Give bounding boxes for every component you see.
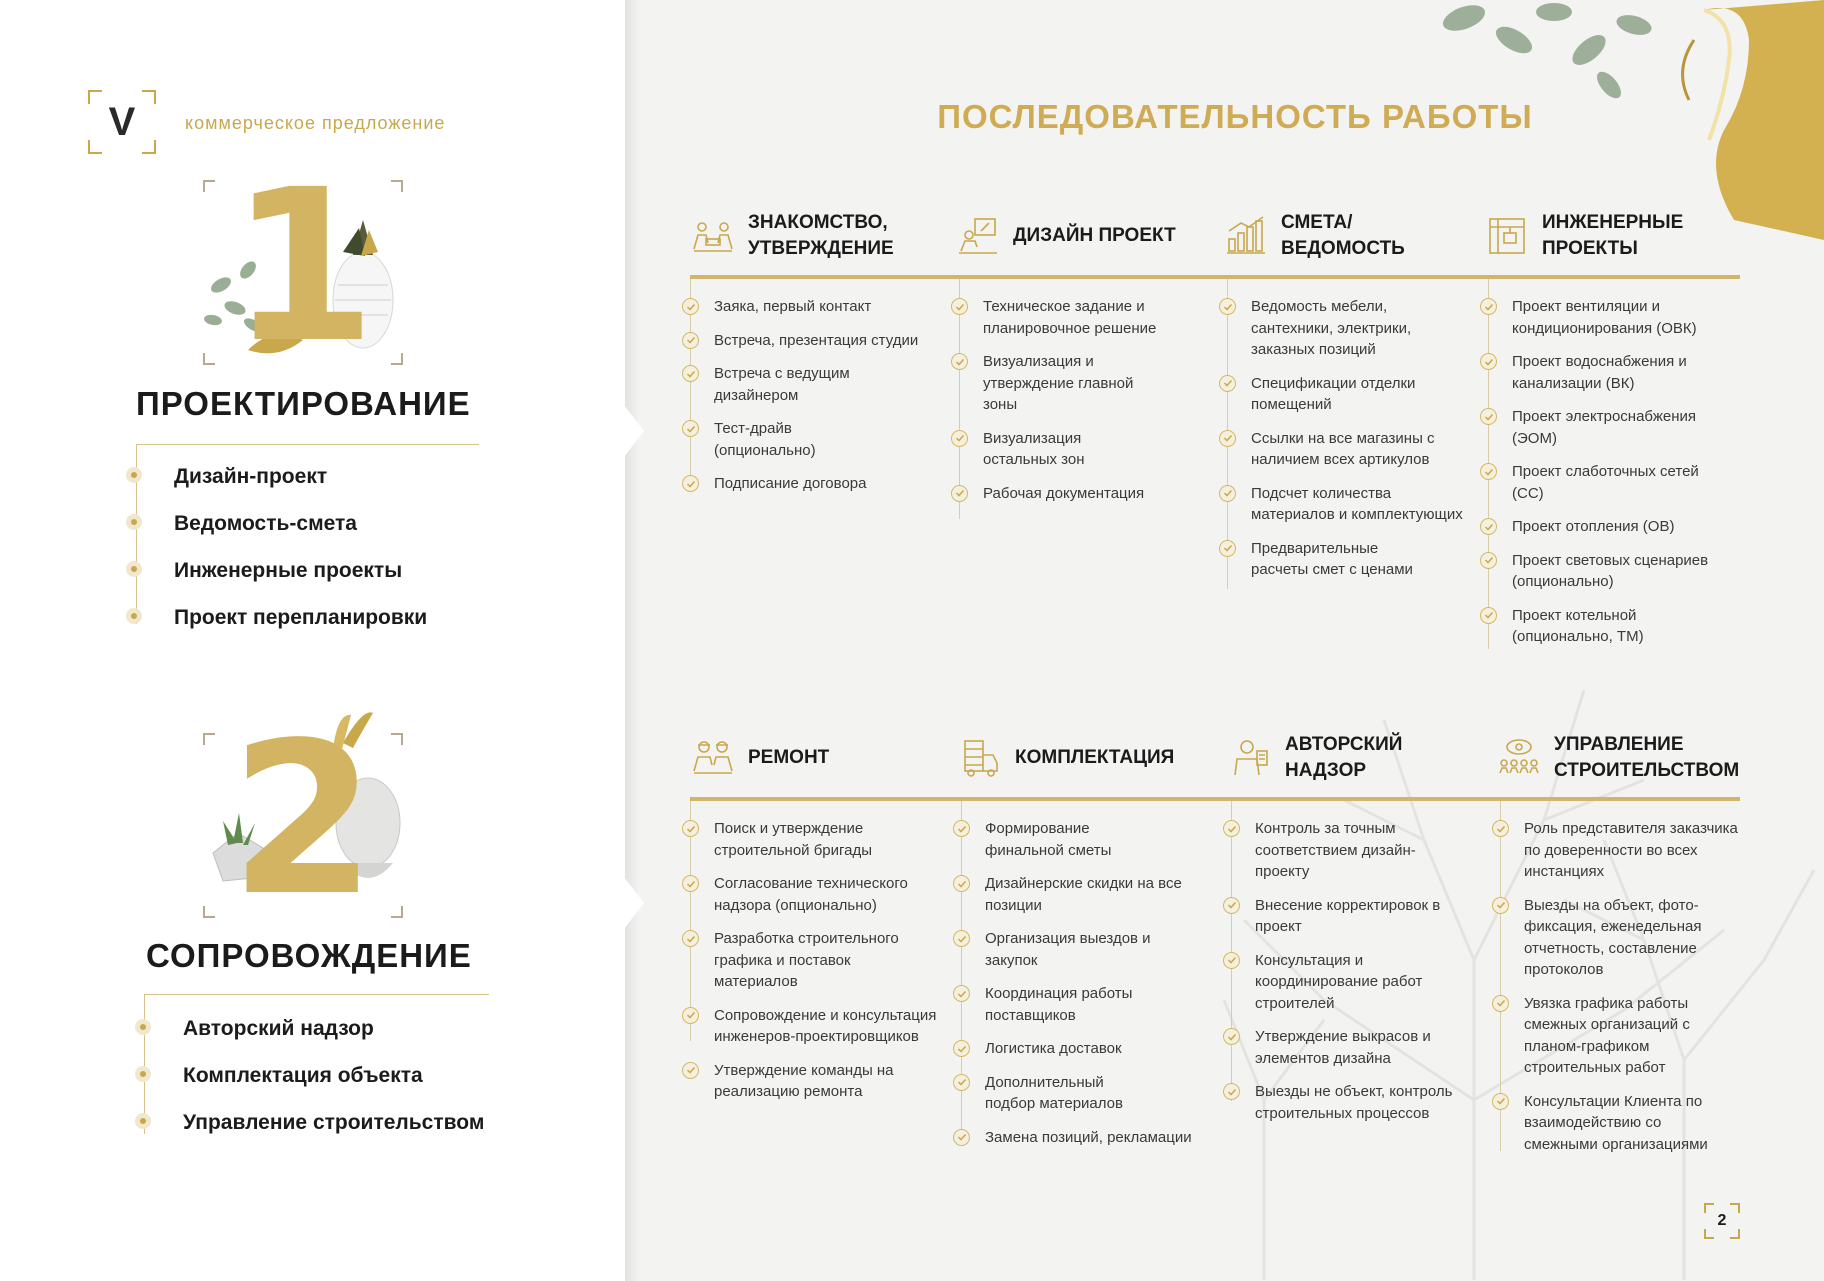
column-title: КОМПЛЕКТАЦИЯ (1015, 747, 1175, 768)
list-item: Проект световых сценариев (опционально) (1480, 550, 1740, 593)
bullet-icon (126, 608, 142, 624)
panel-notch (624, 405, 644, 457)
column-items (682, 818, 944, 1115)
column-header (1484, 206, 1692, 266)
list-item: Техническое задание и планировочное решение (951, 296, 1191, 339)
column-items (1219, 296, 1489, 593)
list-item: Заяка, первый контакт (682, 296, 944, 318)
section-number-2 (203, 697, 403, 942)
bullet-icon (135, 1066, 151, 1082)
page-title: ПОСЛЕДОВАТЕЛЬНОСТЬ РАБОТЫ (937, 98, 1533, 135)
column-items (1223, 818, 1493, 1136)
check-icon (953, 875, 970, 892)
list-item: Встреча с ведущим дизайнером (682, 363, 944, 406)
list-item: Ведомость-смета (132, 500, 427, 547)
list-item: Консультации Клиента по взаимодействию со смежными организациями (1492, 1091, 1742, 1156)
bullet-icon (126, 514, 142, 530)
list-item: Дизайнерские скидки на все позиции (953, 873, 1215, 916)
column-items (1492, 818, 1742, 1167)
design-icon (955, 213, 1001, 259)
section-digit: 2 (229, 697, 377, 942)
list-item: Организация выездов и закупок (953, 928, 1215, 971)
check-icon (682, 875, 699, 892)
list-item: Разработка строительного графика и поставок материалов (682, 928, 944, 993)
check-icon (1219, 485, 1236, 502)
check-icon (1480, 463, 1497, 480)
row-divider (690, 275, 1740, 279)
list-item: Авторский надзор (141, 1005, 484, 1052)
check-icon (951, 430, 968, 447)
estimate-chart-icon (1223, 213, 1269, 259)
bullet-icon (135, 1019, 151, 1035)
check-icon (1480, 408, 1497, 425)
check-icon (953, 985, 970, 1002)
check-icon (1492, 995, 1509, 1012)
left-panel (0, 0, 625, 1281)
process-row-design (690, 196, 1740, 666)
column-title: АВТОРСКИЙ НАДЗОР (1285, 734, 1403, 781)
check-icon (1223, 1083, 1240, 1100)
list-item: Проект отопления (ОВ) (1480, 516, 1740, 538)
check-icon (1223, 897, 1240, 914)
management-icon (1496, 735, 1542, 781)
list-item: Дизайн-проект (132, 453, 427, 500)
list-item: Рабочая документация (951, 483, 1191, 505)
check-icon (682, 332, 699, 349)
list-item: Спецификации отделки помещений (1219, 373, 1489, 416)
row-divider (690, 797, 1740, 801)
check-icon (1219, 540, 1236, 557)
list-item: Комплектация объекта (141, 1052, 484, 1099)
check-icon (951, 298, 968, 315)
list-item: Дополнительный подбор материалов (953, 1072, 1215, 1115)
list-item: Контроль за точным соответствием дизайн-проекту (1223, 818, 1493, 883)
check-icon (1219, 298, 1236, 315)
section-list-design (132, 453, 427, 641)
meeting-icon (690, 213, 736, 259)
list-item: Выезды на объект, фото-фиксация, еженедельная отчетность, составление протоколов (1492, 895, 1742, 981)
column-items (1480, 296, 1740, 660)
list-item: Проект водоснабжения и канализации (ВК) (1480, 351, 1740, 394)
check-icon (951, 353, 968, 370)
check-icon (953, 1129, 970, 1146)
column-header (955, 206, 1183, 266)
check-icon (953, 1040, 970, 1057)
bullet-icon (126, 467, 142, 483)
list-item: Увязка графика работы смежных организаций с планом-графиком строительных работ (1492, 993, 1742, 1079)
column-items (951, 296, 1191, 516)
check-icon (1223, 952, 1240, 969)
check-icon (682, 420, 699, 437)
supervisor-icon (1227, 735, 1273, 781)
check-icon (1480, 518, 1497, 535)
bullet-icon (126, 561, 142, 577)
column-header (690, 206, 898, 266)
blueprint-icon (1484, 213, 1530, 259)
list-item: Замена позиций, рекламации (953, 1127, 1215, 1149)
column-title: ДИЗАЙН ПРОЕКТ (1013, 225, 1176, 246)
section-list-support (141, 1005, 484, 1146)
list-item: Визуализация и утверждение главной зоны (951, 351, 1191, 416)
check-icon (1480, 607, 1497, 624)
check-icon (682, 365, 699, 382)
list-item: Проект слаботочных сетей (СС) (1480, 461, 1740, 504)
check-icon (1223, 1028, 1240, 1045)
delivery-icon (957, 735, 1003, 781)
list-item: Сопровождение и консультация инженеров-проектировщиков (682, 1005, 944, 1048)
column-title: ИНЖЕНЕРНЫЕ ПРОЕКТЫ (1542, 212, 1684, 259)
check-icon (953, 1074, 970, 1091)
list-item: Управление строительством (141, 1099, 484, 1146)
list-item: Тест-драйв (опционально) (682, 418, 944, 461)
check-icon (1219, 375, 1236, 392)
logo (88, 90, 156, 154)
divider (136, 444, 479, 445)
column-header (690, 728, 829, 788)
check-icon (682, 930, 699, 947)
check-icon (1480, 353, 1497, 370)
check-icon (682, 820, 699, 837)
list-item: Консультация и координирование работ строителей (1223, 950, 1493, 1015)
divider (144, 994, 489, 995)
list-item: Подсчет количества материалов и комплектующих (1219, 483, 1489, 526)
list-item: Согласование технического надзора (опционально) (682, 873, 944, 916)
column-header (1223, 206, 1421, 266)
list-item: Встреча, презентация студии (682, 330, 944, 352)
check-icon (682, 298, 699, 315)
list-item: Предварительные расчеты смет с ценами (1219, 538, 1489, 581)
list-item: Проект вентиляции и кондиционирования (ОВК) (1480, 296, 1740, 339)
check-icon (682, 1062, 699, 1079)
logo-letter: V (108, 99, 136, 144)
list-item: Проект перепланировки (132, 594, 427, 641)
check-icon (953, 820, 970, 837)
workers-icon (690, 735, 736, 781)
check-icon (1492, 1093, 1509, 1110)
column-title: РЕМОНТ (748, 747, 830, 768)
list-item: Формирование финальной сметы (953, 818, 1215, 861)
section-number-1 (203, 144, 403, 389)
check-icon (682, 475, 699, 492)
column-title: ЗНАКОМСТВО, УТВЕРЖДЕНИЕ (748, 212, 894, 259)
list-item: Ссылки на все магазины с наличием всех артикулов (1219, 428, 1489, 471)
check-icon (951, 485, 968, 502)
list-item: Утверждение выкрасов и элементов дизайна (1223, 1026, 1493, 1069)
column-title: СМЕТА/ ВЕДОМОСТЬ (1281, 212, 1405, 259)
check-icon (1492, 820, 1509, 837)
list-item: Проект электроснабжения (ЭОМ) (1480, 406, 1740, 449)
column-header (1227, 728, 1425, 788)
section-digit: 1 (229, 144, 377, 389)
tagline: коммерческое предложение (185, 113, 446, 133)
list-item: Поиск и утверждение строительной бригады (682, 818, 944, 861)
check-icon (953, 930, 970, 947)
list-item: Внесение корректировок в проект (1223, 895, 1493, 938)
section-title-support: СОПРОВОЖДЕНИЕ (146, 937, 472, 974)
bullet-icon (135, 1113, 151, 1129)
page-number: 2 (1704, 1203, 1740, 1239)
list-item: Ведомость мебели, сантехники, электрики, заказных позиций (1219, 296, 1489, 361)
list-item: Визуализация остальных зон (951, 428, 1191, 471)
list-item: Выезды не объект, контроль строительных процессов (1223, 1081, 1493, 1124)
check-icon (682, 1007, 699, 1024)
check-icon (1492, 897, 1509, 914)
list-item: Инженерные проекты (132, 547, 427, 594)
list-item: Проект котельной (опционально, ТМ) (1480, 605, 1740, 648)
list-item: Утверждение команды на реализацию ремонта (682, 1060, 944, 1103)
check-icon (1480, 552, 1497, 569)
column-items (953, 818, 1215, 1160)
list-item: Логистика доставок (953, 1038, 1215, 1060)
list-item: Координация работы поставщиков (953, 983, 1215, 1026)
list-item: Роль представителя заказчика по доверенности во всех инстанциях (1492, 818, 1742, 883)
right-panel (625, 0, 1824, 1281)
column-header (957, 728, 1174, 788)
column-title: УПРАВЛЕНИЕ СТРОИТЕЛЬСТВОМ (1554, 734, 1740, 781)
check-icon (1480, 298, 1497, 315)
list-item: Подписание договора (682, 473, 944, 495)
column-items (682, 296, 944, 507)
process-row-support (690, 718, 1740, 1188)
panel-notch (624, 877, 644, 929)
section-title-design: ПРОЕКТИРОВАНИЕ (136, 385, 471, 422)
column-header (1496, 728, 1744, 788)
check-icon (1223, 820, 1240, 837)
check-icon (1219, 430, 1236, 447)
